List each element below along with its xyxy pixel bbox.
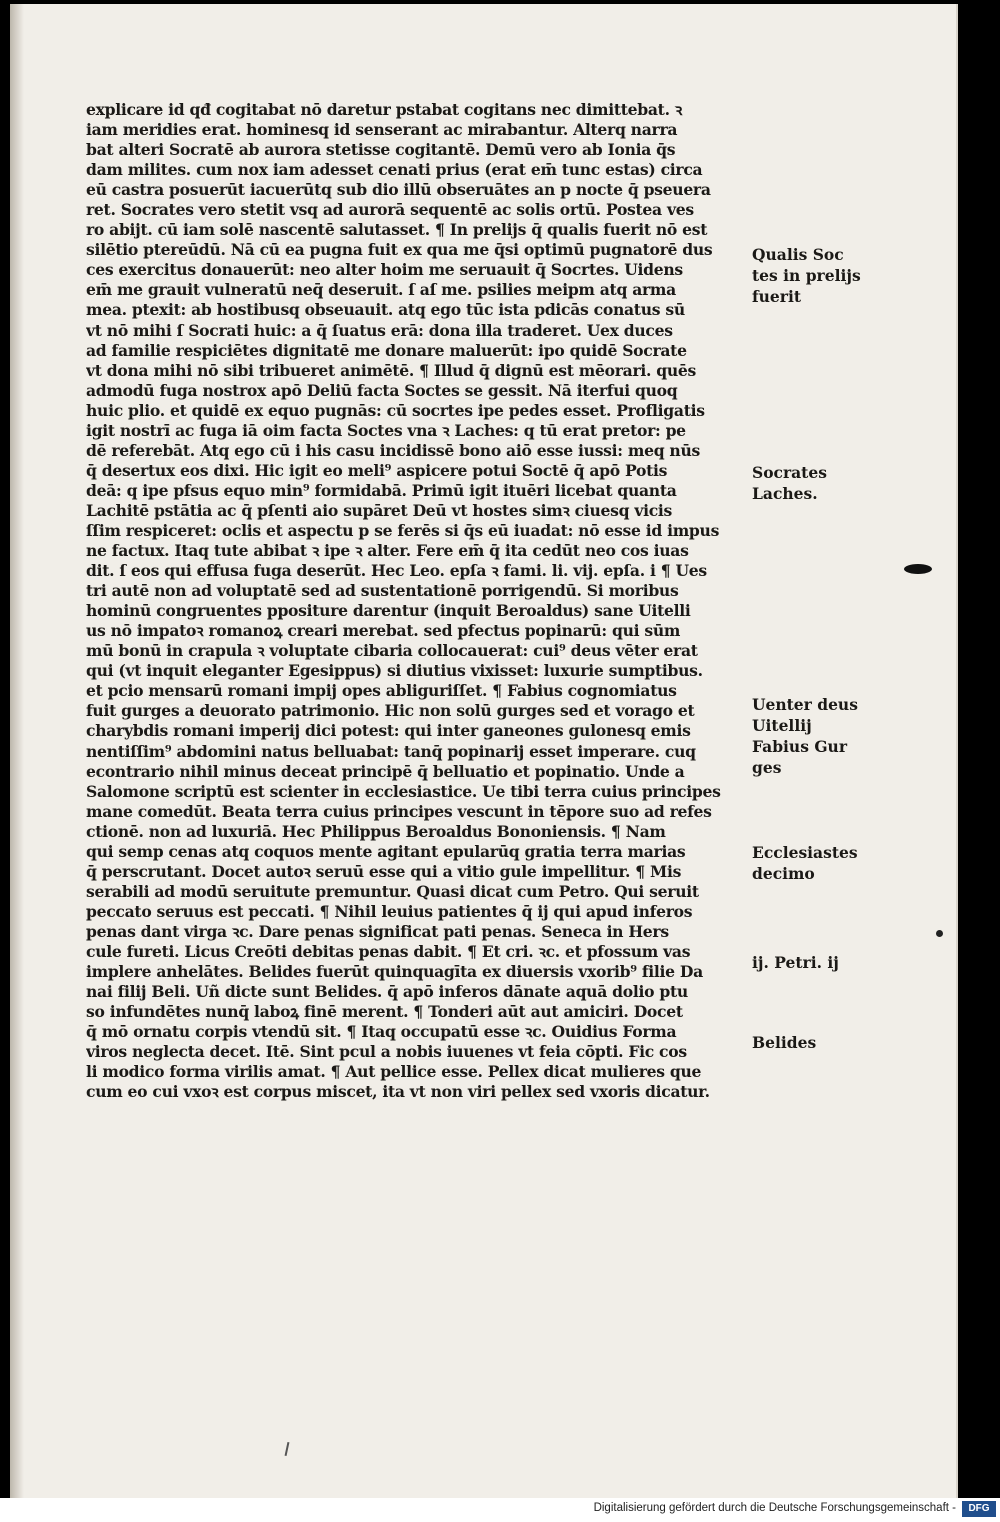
- dfg-logo: DFG: [962, 1501, 996, 1517]
- text-line: dit. ſ eos qui effusa fuga deserūt. Hec Leo. epſa ꝛ fami. li. vij. epſa. i ¶ Ues: [86, 561, 707, 581]
- gloss-line: ges: [752, 758, 782, 777]
- text-line: dam milites. cum nox iam adesset cenati prius (erat em̄ tunc estas) circa: [86, 160, 703, 180]
- text-line: q̄ desertux eos dixi. Hic igit eo meli⁹ aspicere potui Soctē q̄ apō Potis: [86, 460, 668, 480]
- gloss-line: Uitellij: [752, 716, 812, 735]
- text-line: ne factux. Itaq tute abibat ꝛ ipe ꝛ alter. Fere em̄ q̄ ita cedūt neo cos iuas: [86, 541, 689, 561]
- text-line: iam meridies erat. hominesq id senserant ac mirabantur. Alterq narra: [86, 120, 678, 140]
- text-line: qui (vt inquit eleganter Egesippus) si diutius vixisset: luxurie sumptibus.: [86, 661, 703, 681]
- ink-blot-mark: [904, 564, 932, 574]
- gloss-line: Laches.: [752, 484, 818, 503]
- text-line: econtrario nihil minus deceat principē q̄ belluatio et popinatio. Unde a: [86, 761, 685, 781]
- margin-gloss-belides: [752, 1032, 902, 1053]
- footer-credit-text: Digitalisierung gefördert durch die Deutsche Forschungsgemeinschaft -: [593, 1502, 956, 1514]
- text-line: admodū fuga nostrox apō Deliū facta Soctes se gessit. Nā iterfui quoq: [86, 380, 678, 400]
- text-line: ro abijt. cū iam solē nascentē salutasset. ¶ In prelijs q̄ qualis fuerit nō est: [86, 220, 708, 240]
- text-line: q̄ perscrutant. Docet autoꝛ seruū esse qui a vitio gule impellitur. ¶ Mis: [86, 861, 682, 881]
- text-line: igit nostrī ac fuga iā oim facta Soctes vna ꝛ Laches: q tū erat pretor: pe: [86, 420, 686, 440]
- text-line: charybdis romani imperij dici potest: qui inter ganeones gulonesq emis: [86, 721, 691, 741]
- text-line: cule fureti. Licus Creōti debitas penas dabit. ¶ Et cri. ꝛc. et pfossum vas: [86, 941, 691, 961]
- gloss-line: Belides: [752, 1033, 817, 1052]
- text-line: ſſim respiceret: oclis et aspectu p se ferēs si q̄s eū iuadat: nō esse id impus: [86, 520, 720, 540]
- gloss-line: Uenter deus: [752, 695, 858, 714]
- text-line: us nō impatoꝛ romanoꝝ creari merebat. sed pfectus popinarū: qui sūm: [86, 621, 681, 641]
- gloss-line: decimo: [752, 864, 815, 883]
- text-line: explicare id qđ cogitabat nō daretur pstabat cogitans nec dimittebat. ꝛ: [86, 100, 682, 119]
- margin-gloss-qualis: [752, 244, 902, 307]
- text-line: qui semp cenas atq coquos mente agitant epularūq gratia terra marias: [86, 841, 686, 861]
- text-line: vt dona mihi nō sibi tribueret animētē. ¶ Illud q̄ dignū est mēorari. quēs: [86, 360, 696, 380]
- margin-gloss-venter: [752, 694, 902, 778]
- text-line: Lachitē pstātia ac q̄ pſenti aio supāret Deū vt hostes simꝛ ciuesq vicis: [86, 500, 673, 520]
- ink-dot-mark: [936, 930, 943, 937]
- text-line: cum eo cui vxoꝛ est corpus miscet, ita vt non viri pellex sed vxoris dicatur.: [86, 1082, 710, 1102]
- text-line: q̄ mō ornatu corpis vtendū sit. ¶ Itaq occupatū esse ꝛc. Ouidius Forma: [86, 1022, 677, 1042]
- text-line: bat alteri Socratē ab aurora stetisse cogitantē. Demū vero ab Ionia q̄s: [86, 140, 676, 160]
- text-line: ctionē. non ad luxuriā. Hec Philippus Beroaldus Bononiensis. ¶ Nam: [86, 821, 666, 841]
- text-line: fuit gurges a deuorato patrimonio. Hic non solū gurges sed et vorago et: [86, 701, 695, 721]
- text-line: vt nō mihi ſ Socrati huic: a q̄ ſuatus erā: dona illa traderet. Uex duces: [86, 320, 673, 340]
- text-line: hominū congruentes ppositure darentur (inquit Beroaldus) sane Uitelli: [86, 601, 691, 621]
- text-line: mane comedūt. Beata terra cuius principes vescunt in tēpore suo ad refes: [86, 801, 712, 821]
- margin-gloss-petri: [752, 952, 902, 973]
- text-line: et pcio mensarū romani impij opes abliguriſſet. ¶ Fabius cognomiatus: [86, 681, 677, 701]
- text-line: viros neglecta decet. Itē. Sint pcul a nobis iuuenes vt feia cōpti. Fic cos: [86, 1042, 687, 1062]
- gloss-line: tes in prelijs: [752, 266, 861, 285]
- text-line: ret. Socrates vero stetit vsq ad aurorā sequentē ac solis ortū. Postea ves: [86, 200, 694, 220]
- text-line: mū bonū in crapula ꝛ voluptate cibaria collocauerat: cui⁹ deus vēter erat: [86, 641, 698, 661]
- main-text-column: [86, 100, 736, 1102]
- gloss-line: Socrates: [752, 463, 827, 482]
- text-line: deā: q ipe pfsus equo min⁹ formidabā. Primū igit ituēri licebat quanta: [86, 480, 677, 500]
- text-line: eū castra posuerūt iacuerūtq sub dio illū obseruātes an p nocte q̄ pseuera: [86, 180, 711, 200]
- text-line: so infundētes nunq̄ laboꝝ finē merent. ¶ Tonderi aūt aut amiciri. Docet: [86, 1002, 683, 1022]
- text-line: mea. ptexit: ab hostibusq obseuauit. atq ego tūc ista pdicās conatus sū: [86, 300, 685, 320]
- page-spine-shadow: [10, 4, 24, 1498]
- gloss-line: Qualis Soc: [752, 245, 844, 264]
- margin-gloss-socrates: [752, 462, 902, 504]
- text-line: ces exercitus donauerūt: neo alter hoim me seruauit q̄ Socrtes. Uidens: [86, 260, 683, 280]
- text-line: implere anhelātes. Belides fuerūt quinquagīta ex diuersis vxorib⁹ filie Da: [86, 962, 703, 982]
- text-line: nentiſſim⁹ abdomini natus belluabat: tanq̄ popinarij esset imperare. cuq: [86, 741, 696, 761]
- text-line: penas dant virga ꝛc. Dare penas significat pati penas. Seneca in Hers: [86, 921, 669, 941]
- text-line: silētio ptereūdū. Nā cū ea pugna fuit ex qua me q̄si optimū pugnatorē dus: [86, 240, 713, 260]
- text-line: serabili ad modū seruitute premuntur. Quasi dicat cum Petro. Qui seruit: [86, 881, 699, 901]
- gloss-line: ij. Petri. ij: [752, 953, 839, 972]
- text-line: em̄ me grauit vulneratū neq̄ deseruit. ſ aſ me. psilies meipm atq arma: [86, 280, 676, 300]
- text-line: li modico forma virilis amat. ¶ Aut pellice esse. Pellex dicat mulieres que: [86, 1062, 702, 1082]
- text-line: tri autē non ad voluptatē sed ad sustentationē porrigendū. Si moribus: [86, 581, 679, 601]
- margin-gloss-ecclesiastes: [752, 842, 902, 884]
- text-line: Salomone scriptū est scienter in ecclesiastice. Ue tibi terra cuius principes: [86, 781, 721, 801]
- text-line: peccato seruus est peccati. ¶ Nihil leuius patientes q̄ ij qui apud inferos: [86, 901, 693, 921]
- text-line: ad familie respiciētes dignitatē me donare maluerūt: ipo quidē Socrate: [86, 340, 687, 360]
- text-line: dē referebāt. Atq ego cū i his casu incidissē bono aiō esse iussi: meq nūs: [86, 440, 700, 460]
- digitization-footer: [0, 1498, 1000, 1522]
- gloss-line: Ecclesiastes: [752, 843, 858, 862]
- text-line: huic plio. et quidē ex equo pugnās: cū socrtes ipe pedes esset. Profligatis: [86, 400, 705, 420]
- gloss-line: Fabius Gur: [752, 737, 847, 756]
- gloss-line: fuerit: [752, 287, 802, 306]
- text-line: nai filij Beli. Uñ dicte sunt Belides. q̄ apō inferos dānate aquā dolio ptu: [86, 982, 688, 1002]
